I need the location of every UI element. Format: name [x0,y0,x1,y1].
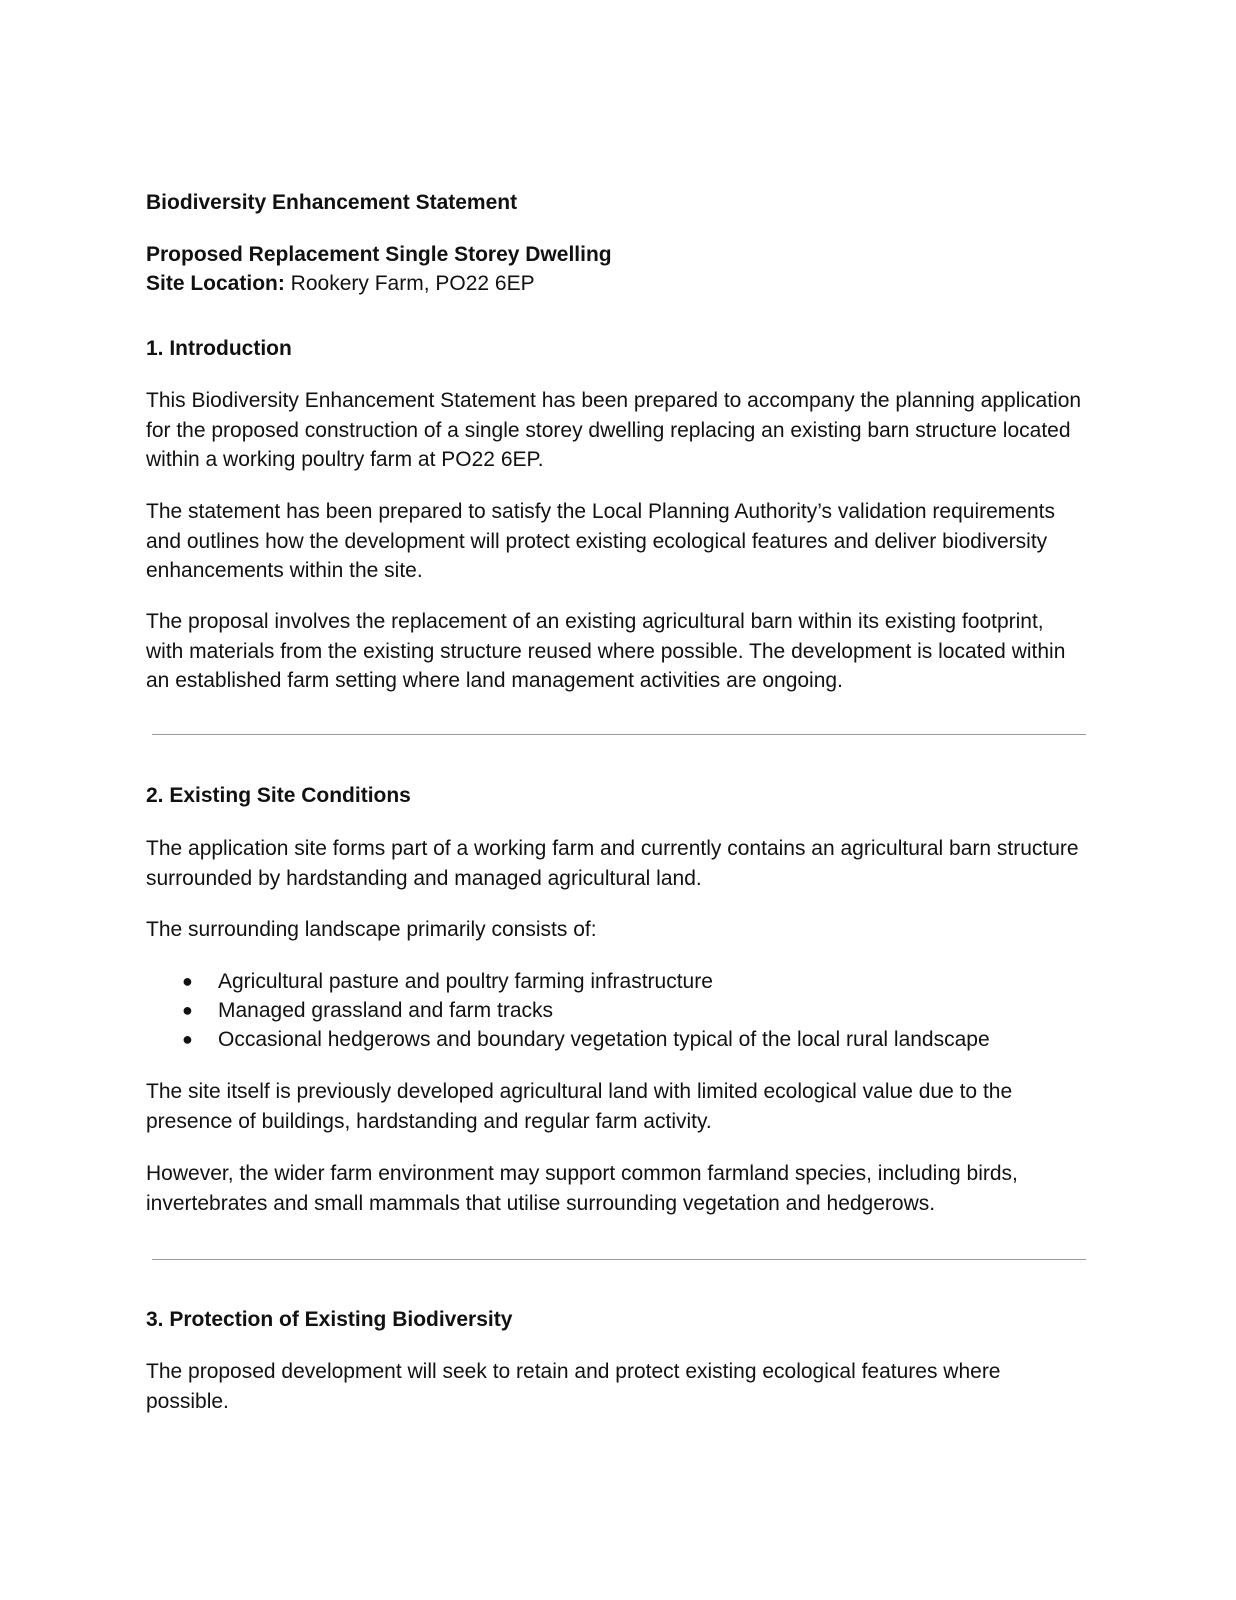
bullet-icon: ● [182,971,193,991]
site-location-line [146,269,1086,299]
list-item-text: Managed grassland and farm tracks [218,999,554,1022]
site-paragraph-2: The surrounding landscape primarily consists of: [146,918,597,941]
site-paragraph-4: However, the wider farm environment may support common farmland species, including birds, invertebrates and small mammals that utilise surrounding vegetation and hedgerows. [146,1162,1018,1215]
section-divider [152,1259,1086,1260]
bullet-icon: ● [182,1029,193,1049]
section-heading-existing-site: 2. Existing Site Conditions [146,784,411,807]
intro-paragraph-2: The statement has been prepared to satisfy the Local Planning Authority’s validation requirements and outlines how the development will protect existing ecological features and deliver biodiversity enhancements within the site. [146,500,1055,582]
section-heading-protection: 3. Protection of Existing Biodiversity [146,1308,513,1331]
section-heading-introduction: 1. Introduction [146,337,292,360]
section-divider [152,734,1086,735]
site-location-value: Rookery Farm, PO22 6EP [284,272,535,295]
list-item-text: Agricultural pasture and poultry farming infrastructure [218,970,713,993]
site-paragraph-1: The application site forms part of a working farm and currently contains an agricultural barn structure surrounded by hardstanding and managed agricultural land. [146,837,1079,890]
document-title: Biodiversity Enhancement Statement [146,191,518,214]
site-location-label: Site Location: [146,272,285,295]
intro-paragraph-3: The proposal involves the replacement of an existing agricultural barn within its existing footprint, with materials from the existing structure reused where possible. The development is located within an established farm setting where land management activities are ongoing. [146,610,1066,692]
document-subtitle: Proposed Replacement Single Storey Dwelling [146,243,612,266]
list-item-text: Occasional hedgerows and boundary vegetation typical of the local rural landscape [218,1028,990,1051]
protection-paragraph-1: The proposed development will seek to retain and protect existing ecological features where possible. [146,1360,1001,1413]
intro-paragraph-1: This Biodiversity Enhancement Statement has been prepared to accompany the planning application for the proposed construction of a single storey dwelling replacing an existing barn structure located within a working poultry farm at PO22 6EP. [146,389,1082,471]
site-paragraph-3: The site itself is previously developed agricultural land with limited ecological value due to the presence of buildings, hardstanding and regular farm activity. [146,1080,1013,1133]
bullet-icon: ● [182,1000,193,1020]
